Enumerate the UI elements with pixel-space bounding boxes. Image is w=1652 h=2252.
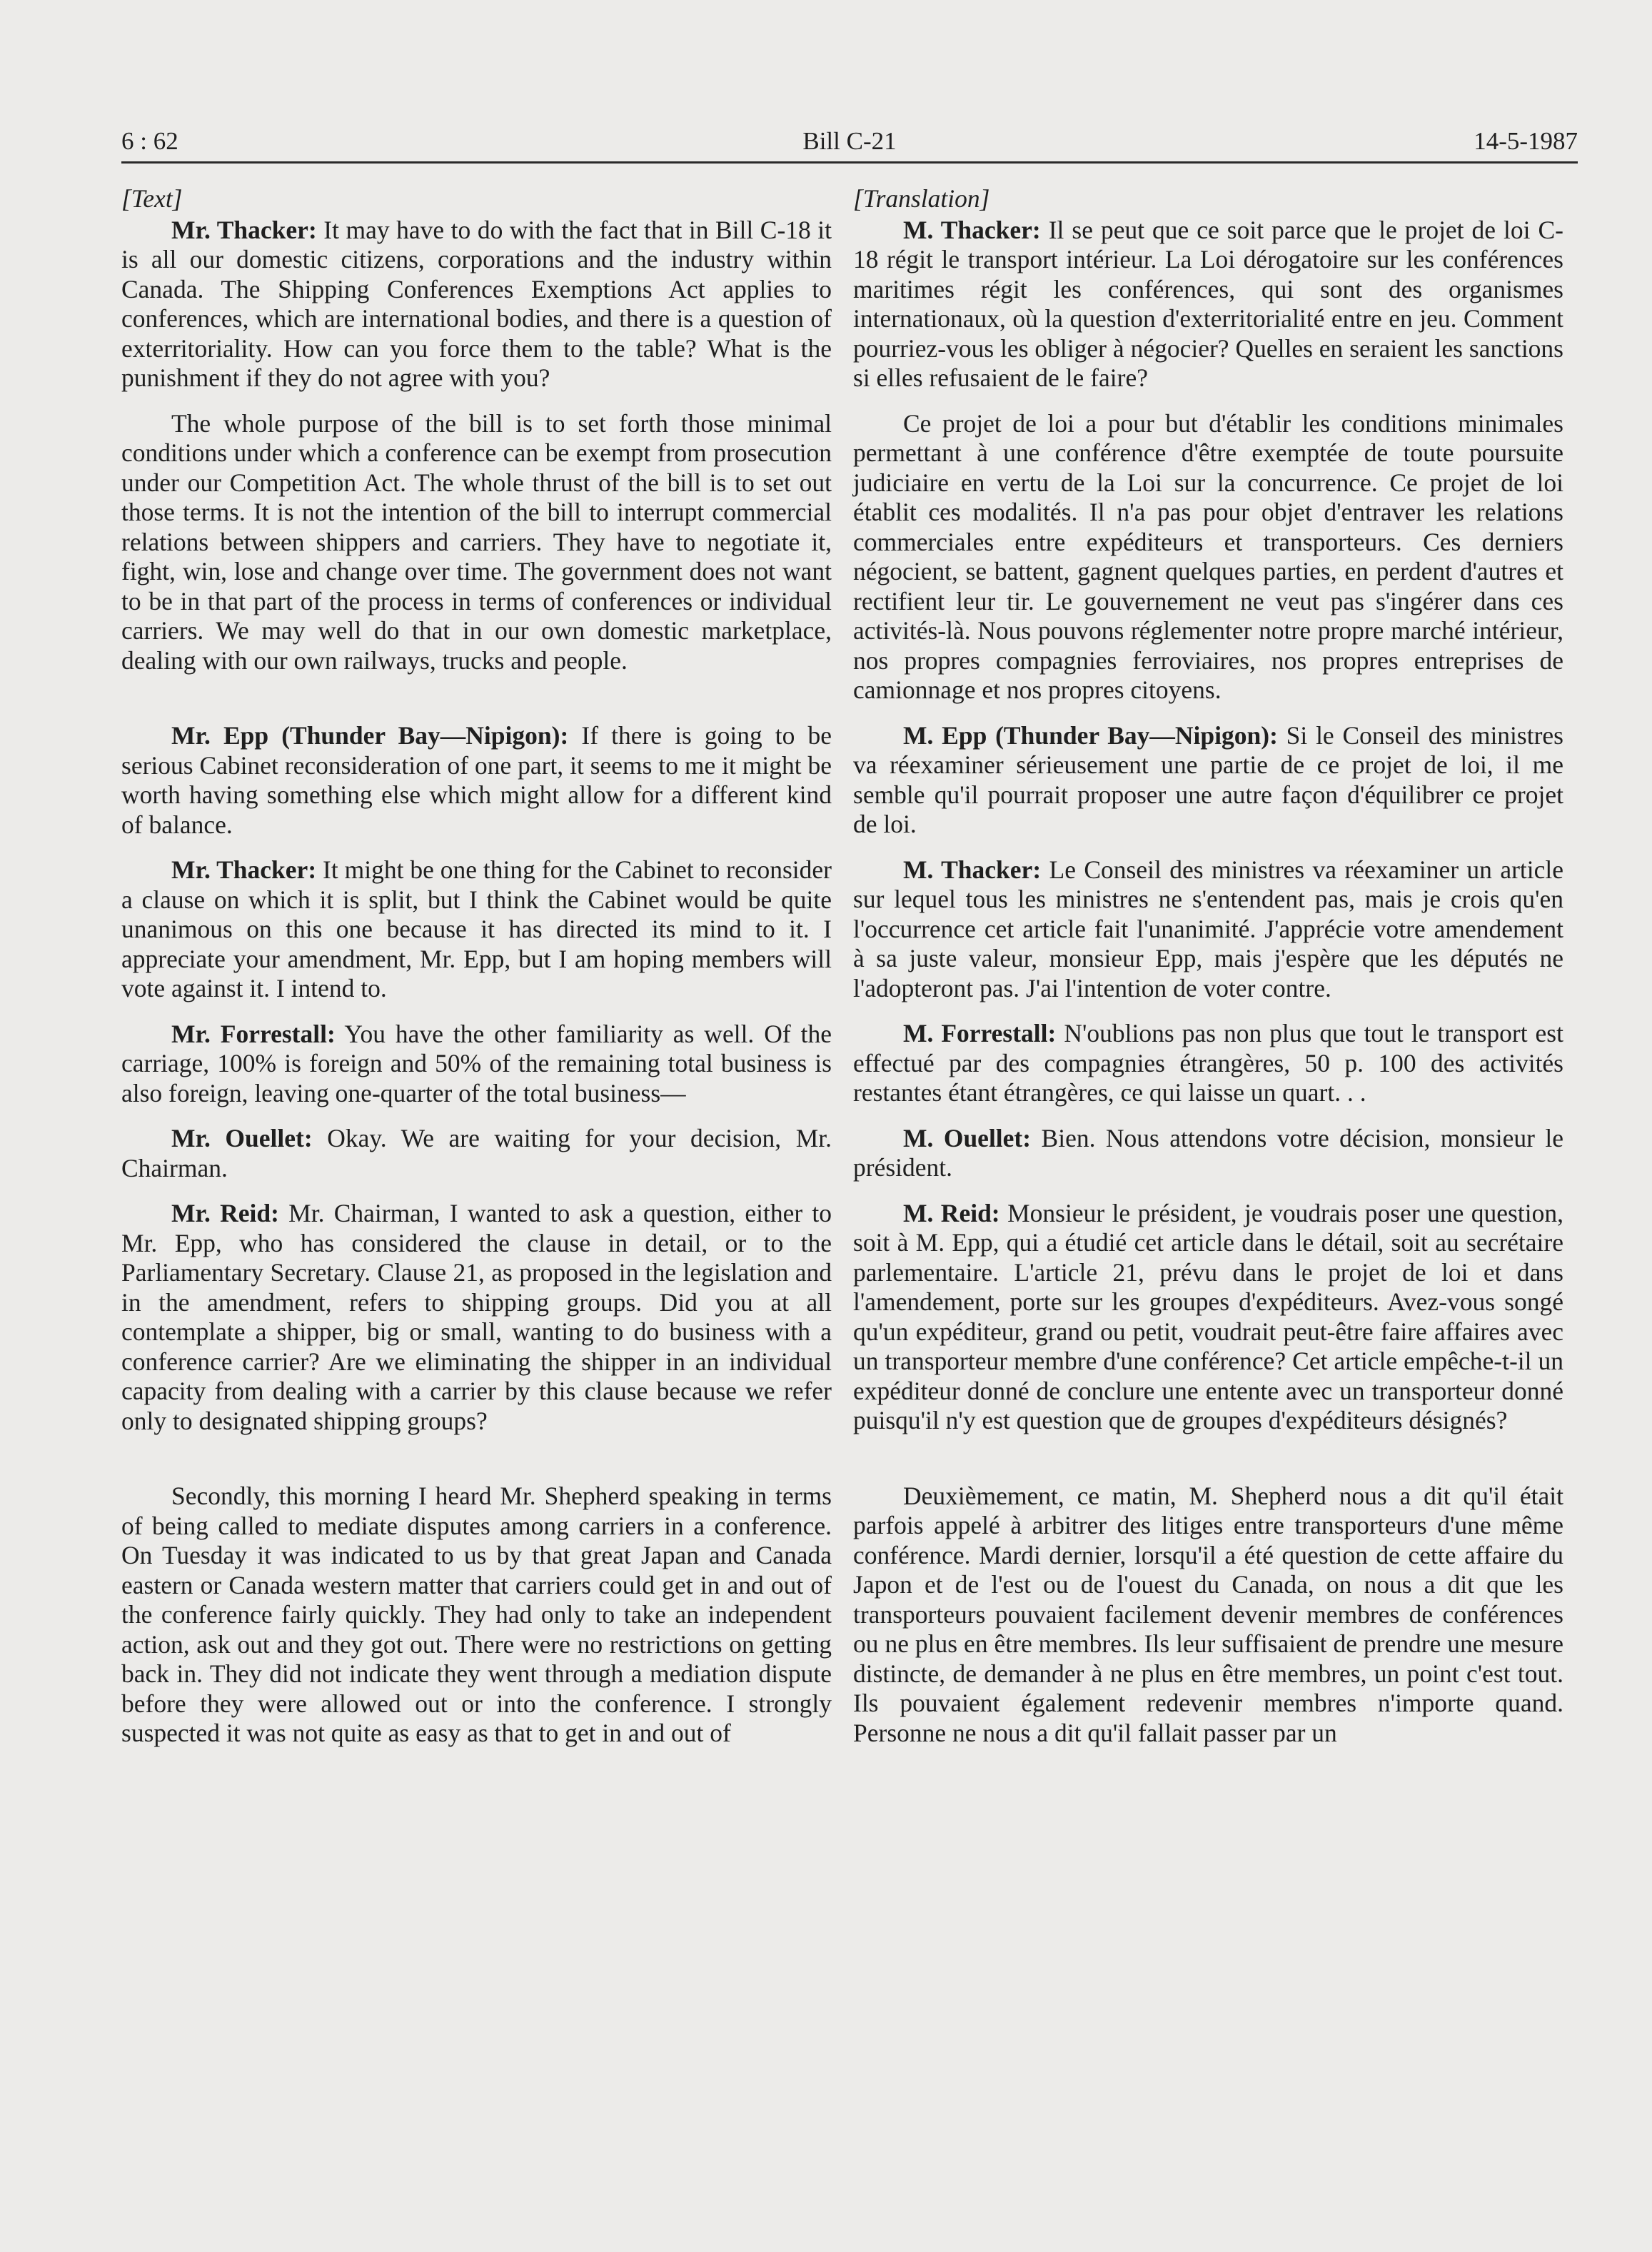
paragraph bbox=[121, 855, 832, 1004]
paragraph bbox=[121, 1482, 832, 1749]
speaker-name: M. Ouellet: bbox=[903, 1123, 1032, 1152]
speaker-name: Mr. Thacker: bbox=[171, 215, 317, 244]
header-divider bbox=[121, 161, 1578, 164]
speech-text: Monsieur le président, je voudrais poser une question, soit à M. Epp, qui a étudié cet article dans le détail, soit au secrétaire parlementaire. L'article 21, prévu dans le projet de loi et dans l'amendement, porte sur les groupes d'expéditeurs. Avez-vous songé qu'un expéditeur, grand ou petit, voudrait peut-être faire affaires avec un transporteur membre d'une conférence? Cet article empêche-t-il un expéditeur donné de conclure une entente avec un transporteur donné puisqu'il n'y est question que de groupes d'expéditeurs désignés? bbox=[853, 1198, 1563, 1434]
french-column bbox=[853, 184, 1563, 1748]
speaker-name: Mr. Reid: bbox=[171, 1199, 279, 1227]
paragraph bbox=[121, 721, 832, 840]
paragraph bbox=[853, 1199, 1563, 1436]
document-title: Bill C-21 bbox=[802, 127, 897, 155]
speech-text: If there is going to be serious Cabinet reconsideration of one part, it seems to me it might be worth having something else which might allow for a different kind of balance. bbox=[121, 721, 832, 839]
speech-text: Le Conseil des ministres va réexaminer un article sur lequel tous les ministres ne s'entendent pas, mais je crois qu'en l'occurrence cet article fait l'unanimité. J'apprécie votre amendement à sa juste valeur, monsieur Epp, mais j'espère que les députés ne l'adopteront pas. J'ai l'intention de voter contre. bbox=[853, 855, 1563, 1002]
paragraph bbox=[121, 216, 832, 393]
text-marker: [Text] bbox=[121, 184, 183, 213]
speaker-name: Mr. Forrestall: bbox=[171, 1019, 336, 1048]
speech-text: Okay. We are waiting for your decision, Mr. Chairman. bbox=[121, 1124, 832, 1182]
page-number: 6 : 62 bbox=[121, 127, 178, 155]
speech-text: Mr. Chairman, I wanted to ask a question, either to Mr. Epp, who has considered the clause in detail, or to the Parliamentary Secretary. Clause 21, as proposed in the legislation and in the amendment, refers to shipping groups. Did you at all contemplate a shipper, big or small, wanting to do business with a conference carrier? Are we eliminating the shipper in an individual capacity from dealing with a carrier by this clause because we refer only to designated shipping groups? bbox=[121, 1199, 832, 1435]
speech-text: N'oublions pas non plus que tout le transport est effectué par des compagnies étrangères, 50 p. 100 des activités restantes étant étrangères, ce qui laisse un quart. . . bbox=[853, 1019, 1563, 1107]
speaker-name: M. Reid: bbox=[903, 1198, 1000, 1227]
paragraph bbox=[853, 855, 1563, 1004]
speaker-name: M. Thacker: bbox=[903, 215, 1041, 244]
speech-text: Il se peut que ce soit parce que le projet de loi C-18 régit le transport intérieur. La Loi dérogatoire sur les conférences maritimes régit les conférences, qui sont des organismes internationaux, où la question d'exterritorialité entre en jeu. Comment pourriez-vous les obliger à négocier? Quelles en seraient les sanctions si elles refusaient de le faire? bbox=[853, 215, 1563, 392]
speech-text: Bien. Nous attendons votre décision, monsieur le président. bbox=[853, 1123, 1563, 1182]
paragraph bbox=[121, 1020, 832, 1109]
document-date: 14-5-1987 bbox=[1474, 127, 1578, 155]
page-header bbox=[121, 127, 1578, 164]
speaker-name: Mr. Epp (Thunder Bay—Nipigon): bbox=[171, 721, 569, 750]
paragraph bbox=[853, 1019, 1563, 1108]
paragraph bbox=[853, 1124, 1563, 1183]
paragraph bbox=[853, 409, 1563, 705]
speech-text: The whole purpose of the bill is to set forth those minimal conditions under which a conference can be exempt from prosecution under our Competition Act. The whole thrust of the bill is to set out those terms. It is not the intention of the bill to interrupt commercial relations between shippers and carriers. They have to negotiate it, fight, win, lose and change over time. The government does not want to be in that part of the process in terms of conferences or individual carriers. We may well do that in our own domestic marketplace, dealing with our own railways, trucks and people. bbox=[121, 408, 832, 675]
speech-text: It may have to do with the fact that in Bill C-18 it is all our domestic citizens, corporations and the industry within Canada. The Shipping Conferences Exemptions Act applies to conferences, which are international bodies, and there is a question of exterritoriality. How can you force them to the table? What is the punishment if they do not agree with you? bbox=[121, 215, 832, 392]
speaker-name: M. Forrestall: bbox=[903, 1019, 1057, 1047]
paragraph bbox=[853, 721, 1563, 840]
speech-text: It might be one thing for the Cabinet to reconsider a clause on which it is split, but I think the Cabinet would be quite unanimous on this one because it has directed its mind to it. I appreciate your amendment, Mr. Epp, but I am hoping members will vote against it. I intend to. bbox=[121, 855, 832, 1002]
speaker-name: Mr. Ouellet: bbox=[171, 1124, 313, 1152]
paragraph bbox=[121, 1124, 832, 1183]
paragraph bbox=[121, 409, 832, 676]
paragraph bbox=[121, 1199, 832, 1436]
paragraph bbox=[853, 1482, 1563, 1749]
translation-marker: [Translation] bbox=[853, 184, 990, 213]
speech-text: Deuxièmement, ce matin, M. Shepherd nous a dit qu'il était parfois appelé à arbitrer des litiges entre transporteurs d'une même conférence. Mardi dernier, lorsqu'il a été question de cette affaire du Japon et de l'est ou de l'ouest du Canada, on nous a dit que les transporteurs pouvaient facilement devenir membres de conférences ou ne plus en être membres. Ils leur suffisaient de prendre une mesure distincte, de demander à ne plus en être membres, un point c'est tout. Ils pouvaient également redevenir membres n'importe quand. Personne ne nous a dit qu'il fallait passer par un bbox=[853, 1481, 1563, 1747]
speaker-name: Mr. Thacker: bbox=[171, 855, 317, 884]
speaker-name: M. Epp (Thunder Bay—Nipigon): bbox=[903, 720, 1278, 750]
speaker-name: M. Thacker: bbox=[903, 855, 1042, 884]
speech-text: Si le Conseil des ministres va réexaminer sérieusement une partie de ce projet de loi, il me semble qu'il pourrait proposer une autre façon d'équilibrer ce projet de loi. bbox=[853, 720, 1563, 838]
speech-text: You have the other familiarity as well. Of the carriage, 100% is foreign and 50% of the remaining total business is also foreign, leaving one-quarter of the total business— bbox=[121, 1019, 832, 1107]
speech-text: Secondly, this morning I heard Mr. Shepherd speaking in terms of being called to mediate disputes among carriers in a conference. On Tuesday it was indicated to us by that great Japan and Canada eastern or Canada western matter that carriers could get in and out of the conference fairly quickly. They had only to take an independent action, ask out and they got out. There were no restrictions on getting back in. They did not indicate they went through a mediation dispute before they were allowed out or into the conference. I strongly suspected it was not quite as easy as that to get in and out of bbox=[121, 1482, 832, 1747]
speech-text: Ce projet de loi a pour but d'établir les conditions minimales permettant à une conférence d'être exemptée de toute poursuite judiciaire en vertu de la Loi sur la concurrence. Ce projet de loi établit ces modalités. Il n'a pas pour objet d'entraver les relations commerciales entre expéditeurs et transporteurs. Ces derniers négocient, se battent, gagnent quelques parties, en perdent d'autres et rectifient leur tir. Le gouvernement ne veut pas s'ingérer dans ces activités-là. Nous pouvons réglementer notre propre marché intérieur, nos propres compagnies ferroviaires, nos propres entreprises de camionnage et nos propres citoyens. bbox=[853, 408, 1563, 704]
paragraph bbox=[853, 216, 1563, 393]
english-column bbox=[121, 184, 832, 1749]
